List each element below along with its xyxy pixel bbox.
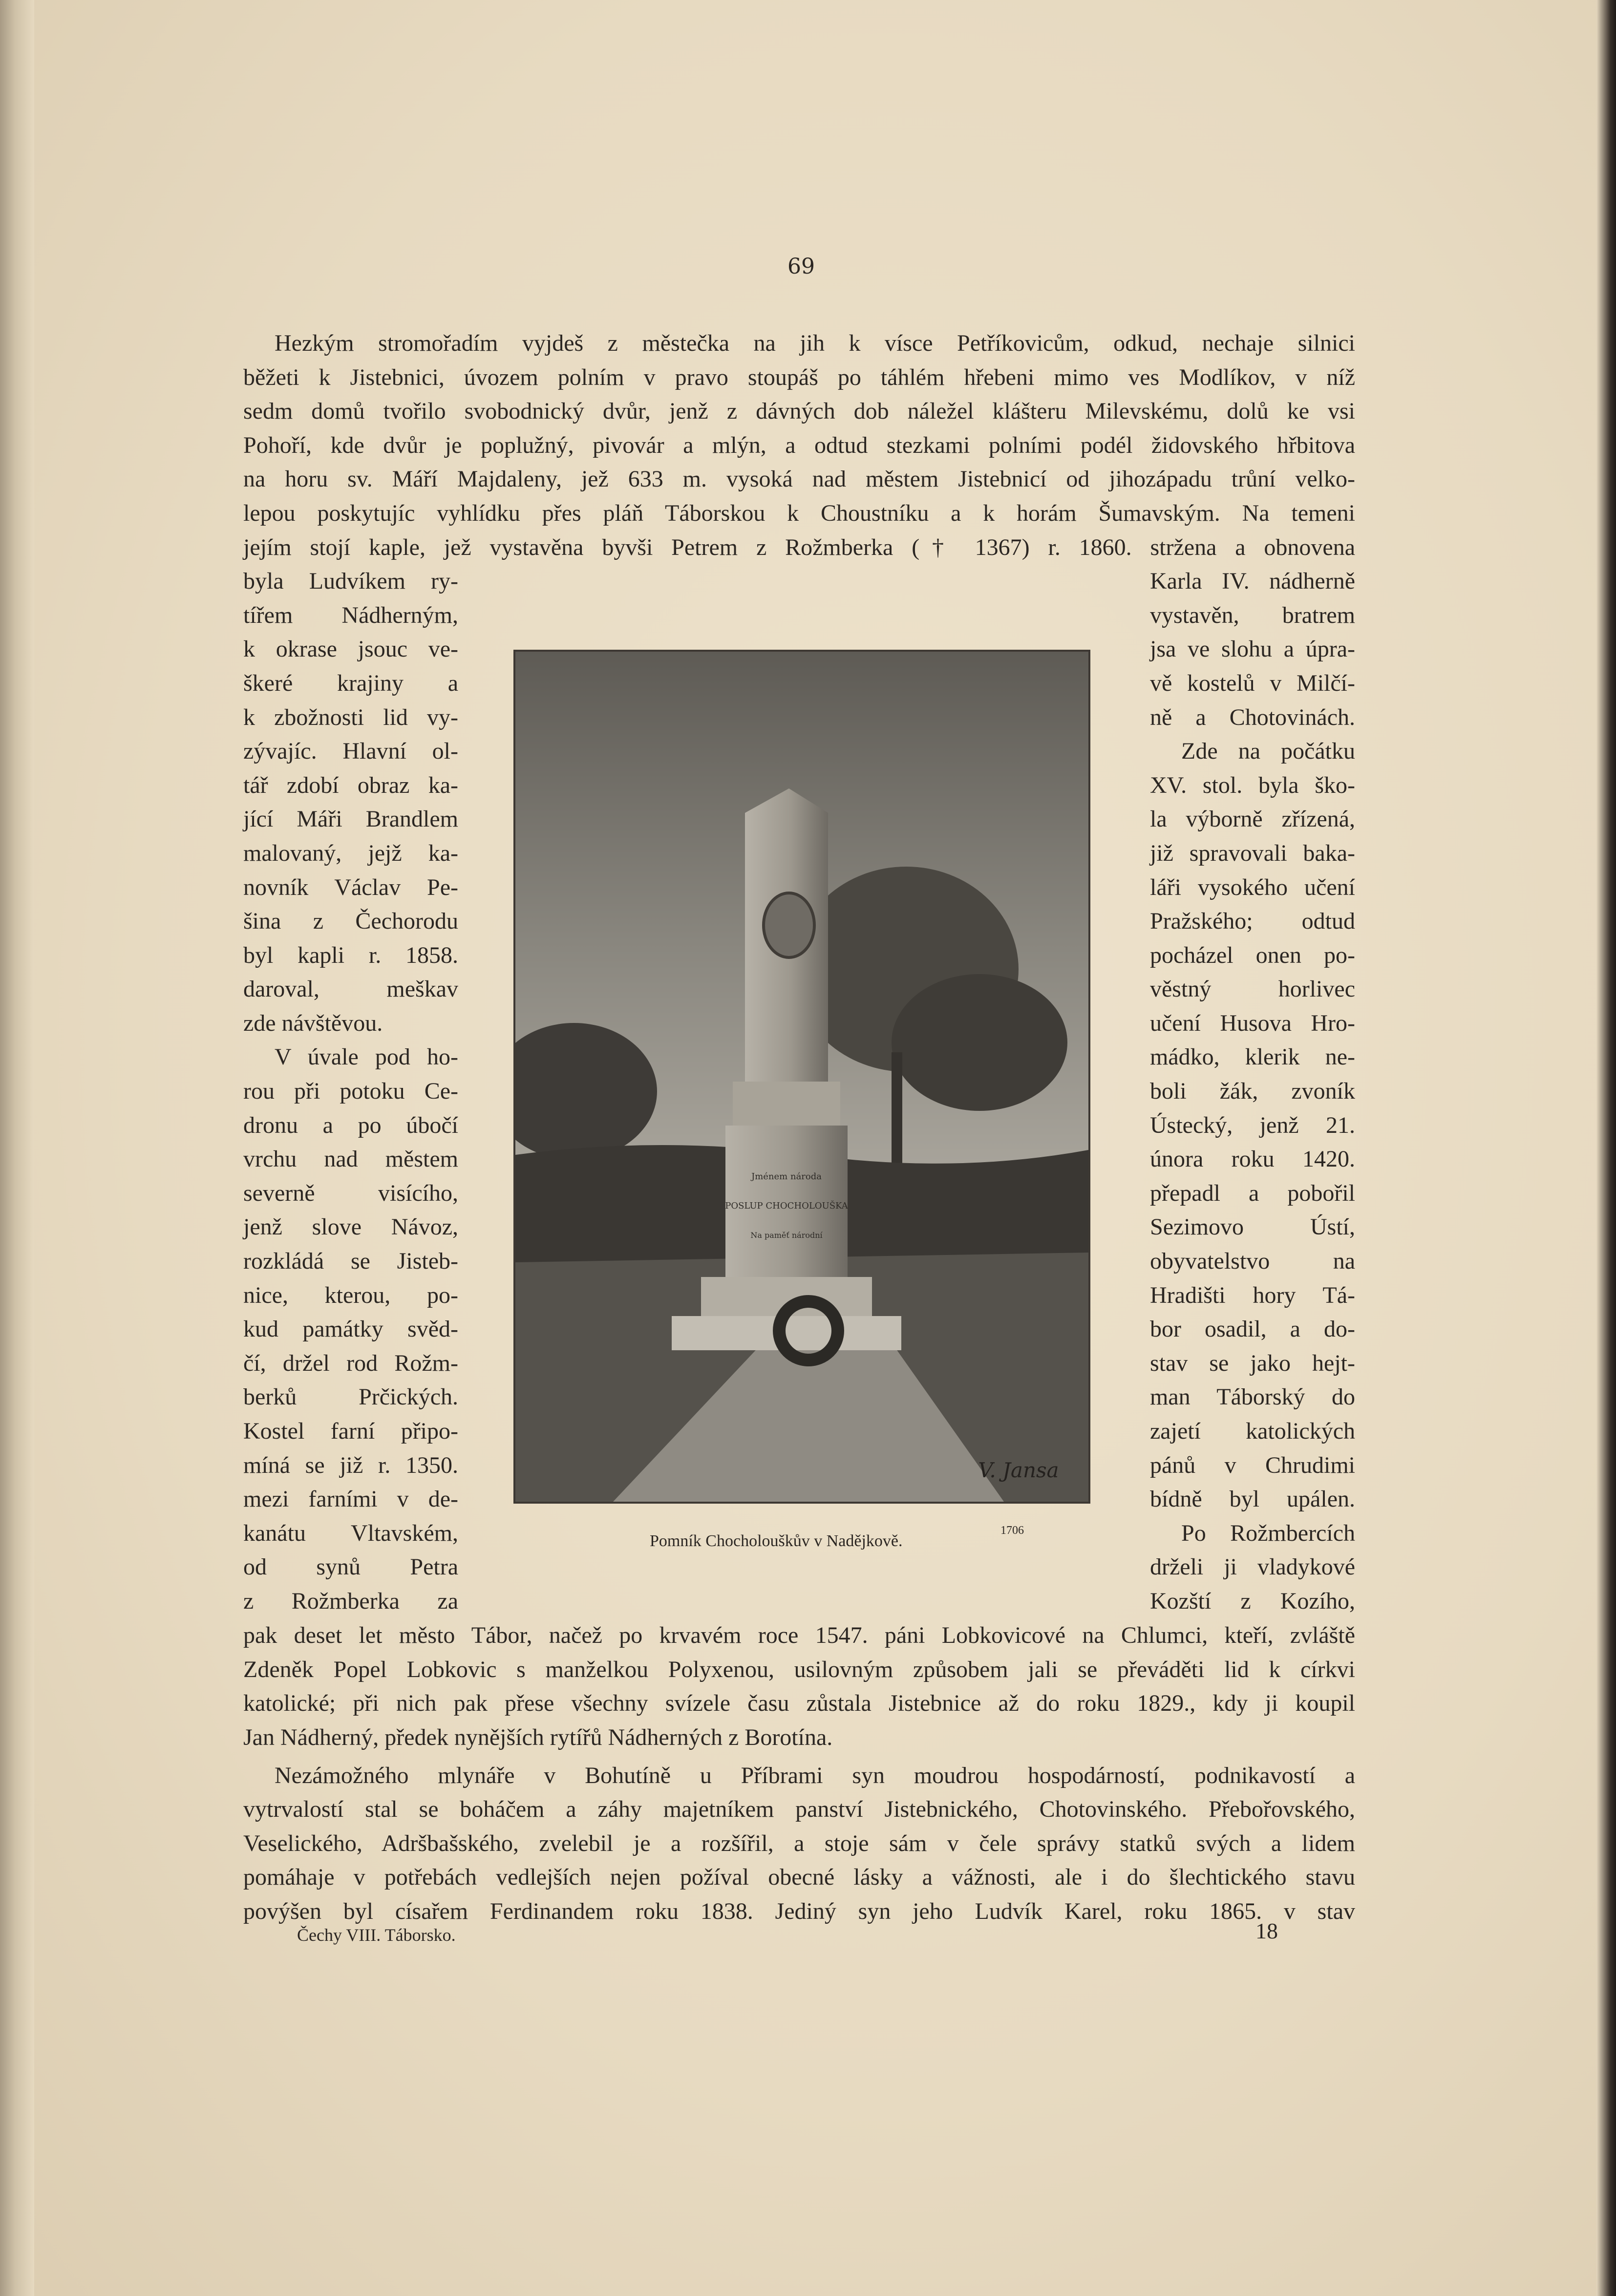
text-line: kanátu Vltavském,	[243, 1520, 458, 1546]
text-line: Zdeněk Popel Lobkovic s manželkou Polyxenou, usilovným způsobem jali se převáděti lid k církvi	[243, 1656, 1355, 1682]
right-column	[1150, 564, 1355, 1618]
text-line: tář zdobí obraz ka-	[243, 772, 458, 798]
tree-right-2	[892, 974, 1067, 1111]
text-line: rozkládá se Jisteb-	[243, 1248, 458, 1275]
text-line: kud památky svěd-	[243, 1316, 458, 1342]
text-line: man Táborský do	[1150, 1384, 1355, 1410]
text-line: pak deset let město Tábor, načež po krvavém roce 1547. páni Lobkovicové na Chlumci, kteří, zvláště	[243, 1622, 1355, 1649]
text-line: zajetí katolických	[1150, 1418, 1355, 1444]
text-line: Veselického, Adršbašského, zvelebil je a rozšířil, a stoje sám v čele správy statků svých a lidem	[243, 1830, 1355, 1856]
paragraph-2	[243, 1759, 1355, 1929]
text-line: věstný horlivec	[1150, 976, 1355, 1002]
text-line: bídně byl upálen.	[1150, 1486, 1355, 1512]
text-line: vystavěn, bratrem	[1150, 602, 1355, 628]
text-line: pocházel onen po-	[1150, 942, 1355, 968]
text-line: novník Václav Pe-	[243, 874, 458, 900]
text-line: lepou poskytujíc vyhlídku přes pláň Táborskou k Choustníku a k horám Šumavským. Na temeni	[243, 500, 1355, 526]
text-line: čí, držel rod Rožm-	[243, 1350, 458, 1376]
page-number: 69	[787, 254, 815, 279]
artist-signature: V. Jansa	[978, 1458, 1059, 1482]
text-line: Nezámožného mlynáře v Bohutíně u Příbrami syn moudrou hospodárností, podnikavostí a	[275, 1762, 1355, 1788]
text-line: berků Prčických.	[243, 1384, 458, 1410]
text-line: učení Husova Hro-	[1150, 1010, 1355, 1036]
text-line: ně a Chotovinách.	[1150, 704, 1355, 730]
text-line: šina z Čechorodu	[243, 908, 458, 935]
text-line: láři vysokého učení	[1150, 874, 1355, 900]
text-line: daroval, meškav	[243, 976, 458, 1002]
text-line: obyvatelstvo na	[1150, 1248, 1355, 1275]
text-line: boli žák, zvoník	[1150, 1078, 1355, 1105]
engraving-illustration	[513, 650, 1090, 1504]
text-line: Pražského; odtud	[1150, 908, 1355, 935]
text-line: února roku 1420.	[1150, 1146, 1355, 1172]
text-line: přepadl a pobořil	[1150, 1180, 1355, 1206]
text-line: povýšen byl císařem Ferdinandem roku 1838. Jediný syn jeho Ludvík Karel, roku 1865. v stav	[243, 1898, 1355, 1924]
text-line: pomáhaje v potřebách vedlejších nejen požíval obecné lásky a vážnosti, ale i do šlechtického stavu	[243, 1864, 1355, 1891]
text-line: jenž slove Návoz,	[243, 1214, 458, 1240]
text-line: míná se již r. 1350.	[243, 1452, 458, 1478]
page-right-edge	[1596, 0, 1616, 2296]
text-line: bor osadil, a do-	[1150, 1316, 1355, 1342]
text-line: sedm domů tvořilo svobodnický dvůr, jenž z dávných dob náležel klášteru Milevskému, dolů ke vsi	[243, 398, 1355, 425]
obelisk-capital	[733, 1082, 840, 1126]
text-line: byla Ludvíkem ry-	[243, 568, 458, 595]
text-line: dronu a po úbočí	[243, 1112, 458, 1138]
text-line: Pohoří, kde dvůr je poplužný, pivovár a mlýn, a odtud stezkami polními podél židovského hřbitova	[243, 432, 1355, 458]
text-line: jsa ve slohu a úpra-	[1150, 636, 1355, 662]
text-line: vrchu nad městem	[243, 1146, 458, 1172]
series-title: Čechy VIII. Táborsko.	[297, 1925, 456, 1945]
text-line: mádko, klerik ne-	[1150, 1044, 1355, 1070]
text-line: la výborně zřízená,	[1150, 806, 1355, 832]
text-line: Sezimovo Ústí,	[1150, 1214, 1355, 1240]
text-line: malovaný, jejž ka-	[243, 840, 458, 866]
text-line: škeré krajiny a	[243, 670, 458, 696]
text-line: katolické; při nich pak přese všechny svízele času zůstala Jistebnice až do roku 1829., kdy ji koupil	[243, 1690, 1355, 1717]
text-line: zývajíc. Hlavní ol-	[243, 738, 458, 765]
text-line: jící Máři Brandlem	[243, 806, 458, 832]
text-line: pánů v Chrudimi	[1150, 1452, 1355, 1478]
text-line: stav se jako hejt-	[1150, 1350, 1355, 1376]
paragraph-1-continued	[243, 1618, 1355, 1754]
inscription-line-1: Jménem národa	[751, 1171, 822, 1182]
text-line: tířem Nádherným,	[243, 602, 458, 628]
text-line: Hezkým stromořadím vyjdeš z městečka na jih k vísce Petříkovicům, odkud, nechaje silnici	[275, 330, 1355, 356]
text-line: Kostel farní připo-	[243, 1418, 458, 1444]
text-line: V úvale pod ho-	[275, 1044, 458, 1070]
text-line: na horu sv. Máří Majdaleny, jež 633 m. vysoká nad městem Jistebnicí od jihozápadu trůní velko-	[243, 466, 1355, 492]
text-line: Jan Nádherný, předek nynějších rytířů Nádherných z Borotína.	[243, 1724, 833, 1750]
text-line: mezi farními v de-	[243, 1486, 458, 1512]
text-line: rou při potoku Ce-	[243, 1078, 458, 1105]
text-line: nice, kterou, po-	[243, 1282, 458, 1308]
text-line: severně visícího,	[243, 1180, 458, 1206]
book-binding-edge	[0, 0, 34, 2296]
text-line: drželi ji vladykové	[1150, 1554, 1355, 1580]
text-line: byl kapli r. 1858.	[243, 942, 458, 968]
text-line: od synů Petra	[243, 1554, 458, 1580]
text-line: Kozští z Kozího,	[1150, 1588, 1355, 1614]
text-line: již spravovali baka-	[1150, 840, 1355, 866]
text-line: Zde na počátku	[1181, 738, 1355, 765]
text-line: Karla IV. nádherně	[1150, 568, 1355, 595]
portrait-medallion	[764, 893, 814, 957]
text-line: běžeti k Jistebnici, úvozem polním v pravo stoupáš po táhlém hřebeni mimo ves Modlíkov, v níž	[243, 364, 1355, 390]
inscription-line-3: Na paměť národní	[750, 1231, 823, 1240]
inscription-line-2: POSLUP CHOCHOLOUŠKA	[725, 1201, 848, 1211]
text-line: Hradišti hory Tá-	[1150, 1282, 1355, 1308]
text-line: Ústecký, jenž 21.	[1150, 1112, 1355, 1138]
text-line: vytrvalostí stal se boháčem a záhy majetníkem panství Jistebnického, Chotovinského. Přebořovského,	[243, 1796, 1355, 1823]
text-line: vě kostelů v Milčí-	[1150, 670, 1355, 696]
text-line: k zbožnosti lid vy-	[243, 704, 458, 730]
text-line: jejím stojí kaple, jež vystavěna byvši Petrem z Rožmberka († 1367) r. 1860. stržena a obnovena	[243, 534, 1355, 560]
text-line: z Rožmberka za	[243, 1588, 458, 1614]
text-line: XV. stol. byla ško-	[1150, 772, 1355, 798]
monument-engraving	[515, 652, 1088, 1502]
text-line: k okrase jsouc ve-	[243, 636, 458, 662]
text-line: zde návštěvou.	[243, 1010, 383, 1036]
signature-mark: 18	[1255, 1918, 1278, 1943]
left-column	[243, 564, 458, 1618]
plate-number: 1706	[1000, 1524, 1024, 1537]
paragraph-1	[243, 326, 1355, 564]
text-line: Po Rožmbercích	[1181, 1520, 1355, 1546]
figure-caption: Pomník Chocholouškův v Nadějkově.	[650, 1532, 903, 1550]
